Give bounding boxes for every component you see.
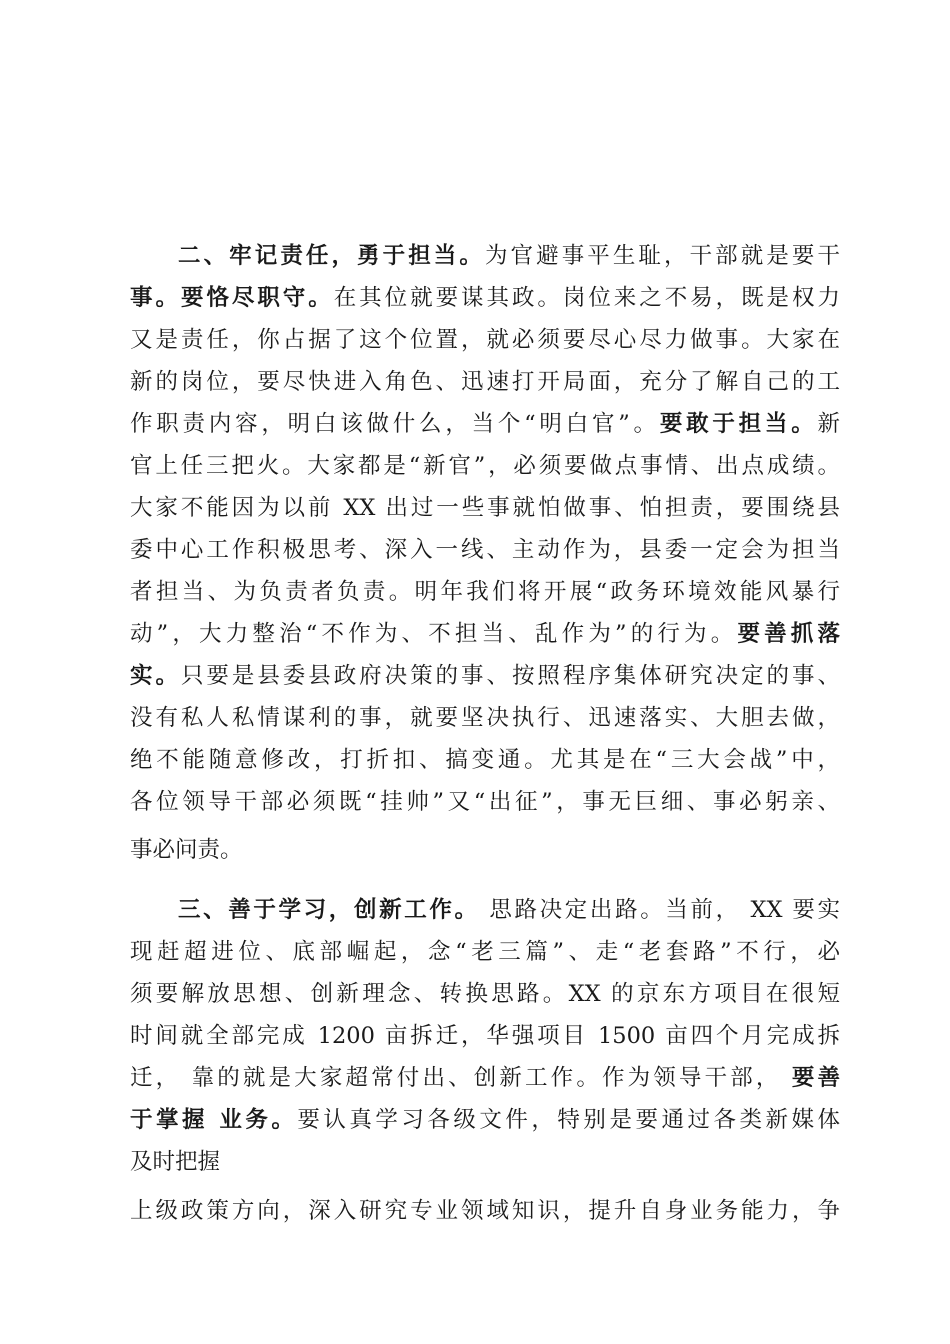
text-line [130,1195,840,1227]
text-line [130,1062,840,1094]
text-line [130,366,840,398]
body-text: 上级政策方向，深入研究专业领域知识，提升自身业务能力，争 [130,1198,840,1224]
text-line [130,1020,840,1052]
body-text: 委中心工作积极思考、深入一线、主动作为，县委一定会为担当 [130,537,840,563]
text-line [130,1104,840,1136]
body-text: 要认真学习各级文件，特别是要通过各类新媒体 [297,1107,840,1133]
body-text: 又是责任，你占据了这个位置，就必须要尽心尽力做事。大家在 [130,327,840,353]
body-text: 动”，大力整治“不作为、不担当、乱作为”的行为。 [130,621,738,647]
body-text: 时间就全部完成 1200 亩拆迁，华强项目 1500 亩四个月完成拆 [130,1023,840,1049]
bold-heading-text: 要善 [791,1065,840,1091]
text-line [130,576,840,608]
body-text: 须要解放思想、创新理念、转换思路。XX 的京东方项目在很短 [130,981,840,1007]
body-text: 在其位就要谋其政。岗位来之不易，既是权力 [333,285,840,311]
body-text: 新 [817,411,840,437]
body-text: 只要是县委县政府决策的事、按照程序集体研究决定的事、 [180,663,840,689]
bold-heading-text: 要敢于担当。 [659,411,818,437]
text-line [178,894,840,926]
text-line [130,834,840,866]
body-text: 大家不能因为以前 XX 出过一些事就怕做事、怕担责，要围绕县 [130,495,840,521]
bold-heading-text: 事。 [130,285,181,311]
body-text: 思路决定出路。当前， XX 要实 [479,897,840,923]
body-text: 者担当、为负责者负责。明年我们将开展“政务环境效能风暴行 [130,579,840,605]
bold-heading-text: 实。 [130,663,181,689]
bold-heading-text: 三、善于学习，创新工作。 [178,897,480,923]
text-line [130,450,840,482]
body-text: 事必问责。 [130,837,243,863]
text-line [130,492,840,524]
body-text: 迁， 靠的就是大家超常付出、创新工作。作为领导干部， [130,1065,792,1091]
body-text: 现赶超进位、底部崛起，念“老三篇”、走“老套路”不行，必 [130,939,840,965]
text-line [130,1146,840,1178]
body-text: 各位领导干部必须既“挂帅”又“出征”，事无巨细、事必躬亲、 [130,789,840,815]
body-text: 新的岗位，要尽快进入角色、迅速打开局面，充分了解自己的工 [130,369,840,395]
body-text: 为官避事平生耻，干部就是要干 [484,243,840,269]
text-line [130,744,840,776]
text-line [130,978,840,1010]
text-line [130,786,840,818]
bold-heading-text: 二、牢记责任，勇于担当。 [178,243,485,269]
text-line [130,324,840,356]
bold-heading-text: 要恪尽职守。 [180,285,334,311]
body-text: 没有私人私情谋利的事，就要坚决执行、迅速落实、大胆去做， [130,705,840,731]
text-line [130,936,840,968]
text-line [178,240,840,272]
text-line [130,408,840,440]
bold-heading-text: 于掌握 业务。 [130,1107,298,1133]
text-line [130,534,840,566]
body-text: 绝不能随意修改，打折扣、搞变通。尤其是在“三大会战”中， [130,747,840,773]
text-line [130,660,840,692]
body-text: 作职责内容，明白该做什么，当个“明白官”。 [130,411,660,437]
body-text: 官上任三把火。大家都是“新官”，必须要做点事情、出点成绩。 [130,453,840,479]
text-line [130,282,840,314]
bold-heading-text: 要善抓落 [737,621,840,647]
body-text: 及时把握 [130,1149,221,1175]
text-line [130,618,840,650]
text-line [130,702,840,734]
